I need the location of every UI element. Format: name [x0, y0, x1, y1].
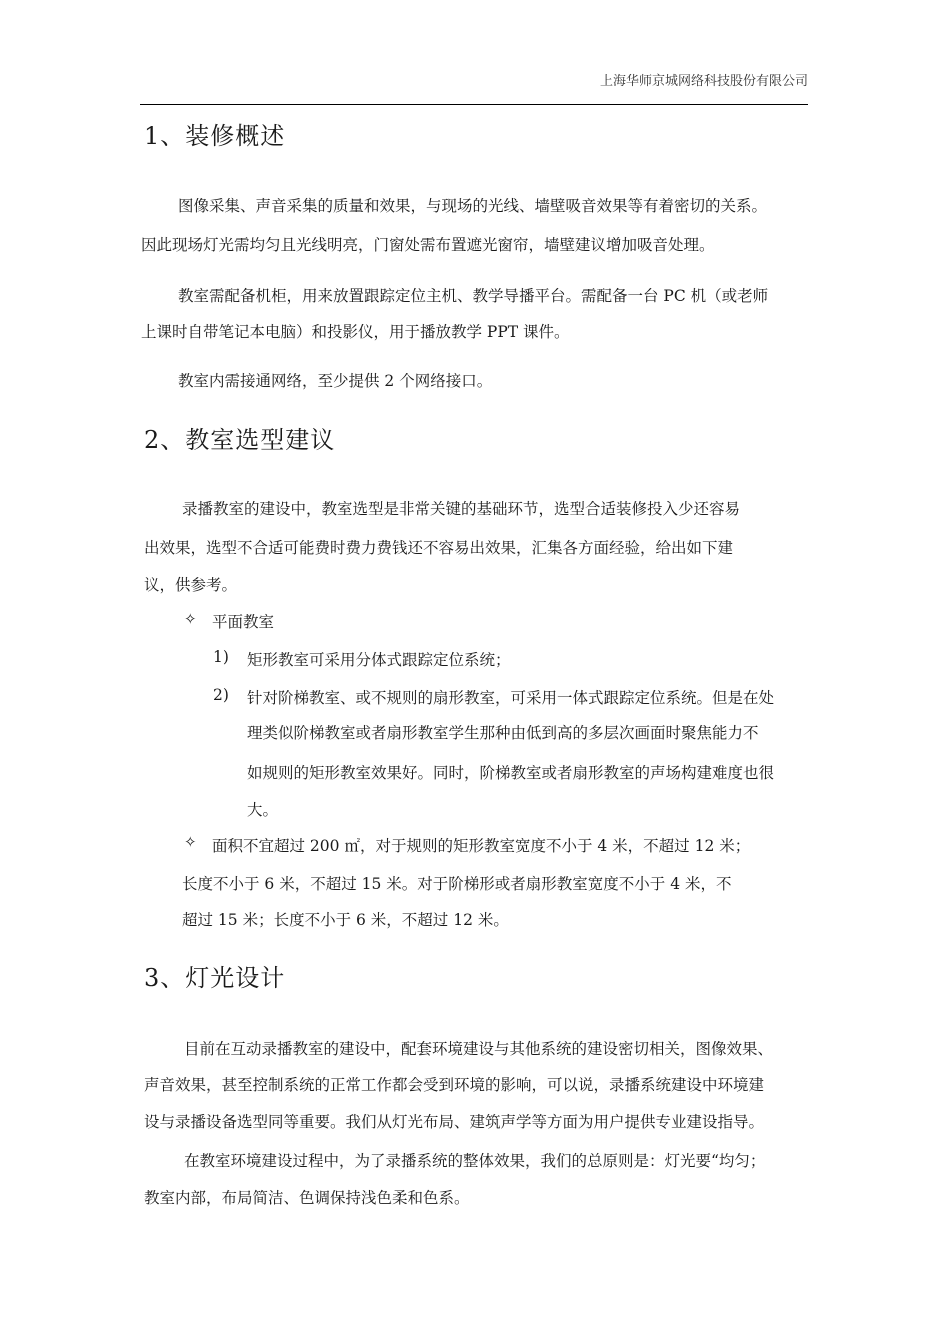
- s1-line-3: 教室需配备机柜，用来放置跟踪定位主机、教学导播平台。需配备一台 PC 机（或老师: [178, 287, 769, 305]
- bullet-star-icon: ✧: [184, 610, 197, 628]
- s3-line-5: 教室内部，布局简洁、色调保持浅色柔和色系。: [144, 1189, 470, 1207]
- item-1-number: 1): [213, 648, 229, 666]
- item-2-line-1: 针对阶梯教室、或不规则的扇形教室，可采用一体式跟踪定位系统。但是在处: [247, 689, 775, 707]
- s3-line-4: 在教室环境建设过程中，为了录播系统的整体效果，我们的总原则是：灯光要“均匀；: [184, 1152, 766, 1170]
- s3-line-2: 声音效果，甚至控制系统的正常工作都会受到环境的影响，可以说，录播系统建设中环境建: [144, 1076, 765, 1094]
- bullet-flat-classroom: 平面教室: [212, 613, 275, 631]
- bullet-area-line-1: 面积不宜超过 200 ㎡，对于规则的矩形教室宽度不小于 4 米，不超过 12 米；: [212, 837, 751, 855]
- s1-line-1: 图像采集、声音采集的质量和效果，与现场的光线、墙壁吸音效果等有着密切的关系。: [178, 197, 768, 215]
- header-rule: [140, 104, 808, 105]
- s1-line-4: 上课时自带笔记本电脑）和投影仪，用于播放教学 PPT 课件。: [141, 323, 570, 341]
- s2-intro-2: 出效果，选型不合适可能费时费力费钱还不容易出效果，汇集各方面经验，给出如下建: [144, 539, 734, 557]
- s1-line-2: 因此现场灯光需均匀且光线明亮，门窗处需布置遮光窗帘，墙壁建议增加吸音处理。: [141, 236, 715, 254]
- item-2-line-4: 大。: [247, 801, 279, 819]
- s2-intro-3: 议，供参考。: [144, 576, 238, 594]
- s2-intro-1: 录播教室的建设中，教室选型是非常关键的基础环节，选型合适装修投入少还容易: [182, 500, 741, 518]
- s3-line-1: 目前在互动录播教室的建设中，配套环境建设与其他系统的建设密切相关，图像效果、: [184, 1040, 774, 1058]
- item-2-line-2: 理类似阶梯教室或者扇形教室学生那种由低到高的多层次画面时聚焦能力不: [247, 724, 759, 742]
- item-1-text: 矩形教室可采用分体式跟踪定位系统；: [247, 651, 511, 669]
- section-1-title: 1、装修概述: [144, 122, 286, 150]
- bullet-area-line-3: 超过 15 米；长度不小于 6 米，不超过 12 米。: [182, 911, 509, 929]
- section-3-title: 3、灯光设计: [144, 964, 286, 992]
- s3-line-3: 设与录播设备选型同等重要。我们从灯光布局、建筑声学等方面为用户提供专业建设指导。: [144, 1113, 765, 1131]
- section-2-title: 2、教室选型建议: [144, 426, 336, 454]
- bullet-star-icon: ✧: [184, 833, 197, 851]
- bullet-area-line-2: 长度不小于 6 米，不超过 15 米。对于阶梯形或者扇形教室宽度不小于 4 米，不: [182, 875, 732, 893]
- item-2-line-3: 如规则的矩形教室效果好。同时，阶梯教室或者扇形教室的声场构建难度也很: [247, 764, 775, 782]
- item-2-number: 2): [213, 686, 229, 704]
- page-header-company: 上海华师京城网络科技股份有限公司: [599, 74, 808, 89]
- s1-line-5: 教室内需接通网络，至少提供 2 个网络接口。: [178, 372, 493, 390]
